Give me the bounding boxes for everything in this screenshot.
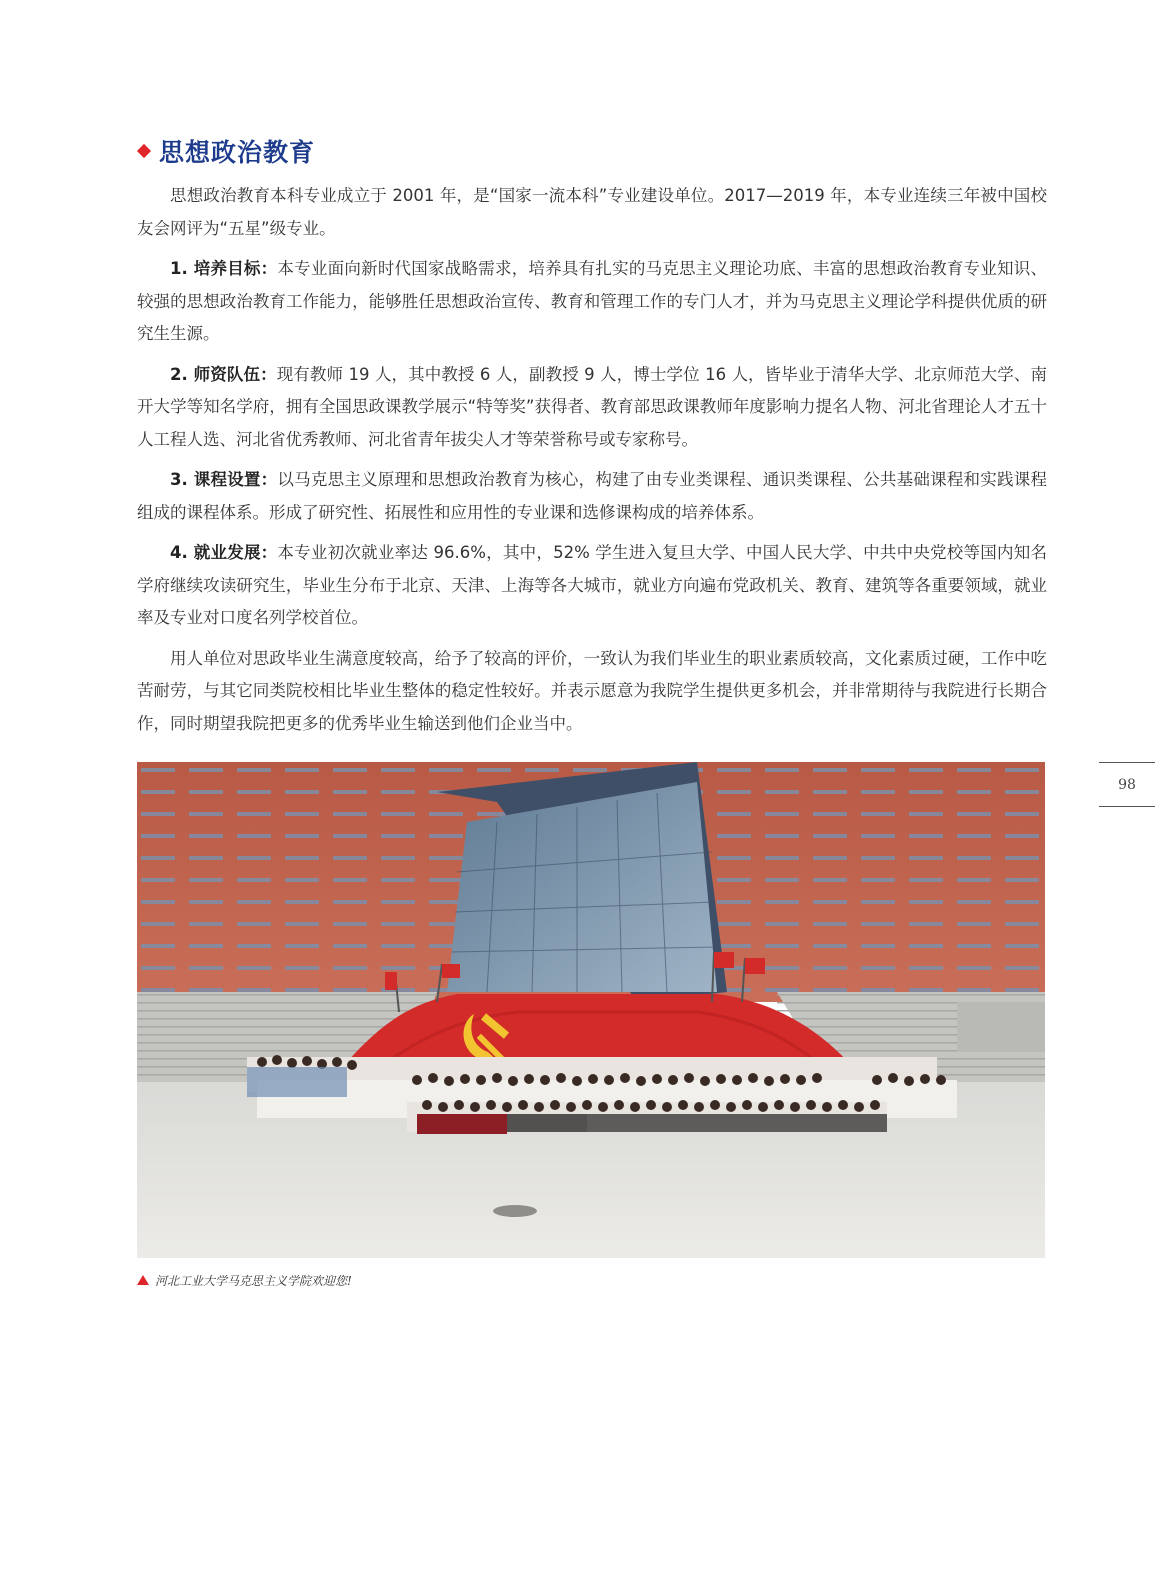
item-text: 本专业初次就业率达 96.6%，其中，52% 学生进入复旦大学、中国人民大学、中共中央党校等国内知名学府继续攻读研究生，毕业生分布于北京、天津、上海等各大城市，就业方向遍布党政机关、教育、建筑等各重要领域，就业率及专业对口度名列学校首位。 [137,543,1047,627]
item-text: 现有教师 19 人，其中教授 6 人，副教授 9 人，博士学位 16 人，皆毕业于清华大学、北京师范大学、南开大学等知名学府，拥有全国思政课教学展示“特等奖”获得者、教育部思政课教师年度影响力提名人物、河北省理论人才五十人工程人选、河北省优秀教师、河北省青年拔尖人才等荣誉称号或专家称号。 [137,364,1047,449]
manhole [493,1205,537,1217]
item-paragraph [137,537,1047,635]
photo-caption [137,1270,352,1290]
item-text: 以马克思主义原理和思想政治教育为核心，构建了由专业类课程、通识类课程、公共基础课程和实践课程组成的课程体系。形成了研究性、拓展性和应用性的专业课和选修课构成的培养体系。 [137,470,1047,522]
item-label: 1. 培养目标： [170,259,278,278]
body-content [137,180,1047,748]
item-text: 本专业面向新时代国家战略需求，培养具有扎实的马克思主义理论功底、丰富的思想政治教育专业知识、较强的思想政治教育工作能力，能够胜任思想政治宣传、教育和管理工作的专门人才，并为马克思主义理论学科提供优质的研究生生源。 [137,259,1047,343]
item-label: 2. 师资队伍： [170,364,277,384]
item-paragraph [137,359,1047,457]
diamond-bullet-icon [137,144,151,158]
triangle-bullet-icon [137,1275,149,1285]
closing-paragraph: 用人单位对思政毕业生满意度较高，给予了较高的评价，一致认为我们毕业生的职业素质较高，文化素质过硬，工作中吃苦耐劳，与其它同类院校相比毕业生整体的稳定性较好。并表示愿意为我院学生提供更多机会，并非常期待与我院进行长期合作，同时期望我院把更多的优秀毕业生输送到他们企业当中。 [137,648,1047,733]
item-label: 3. 课程设置： [170,470,278,489]
item-label: 4. 就业发展： [170,543,278,562]
page-number: 98 [1118,776,1136,793]
group-photo [137,762,1045,1258]
caption-text: 河北工业大学马克思主义学院欢迎您! [155,1273,352,1288]
section-header [137,134,315,168]
intro-paragraph: 思想政治教育本科专业成立于 2001 年，是“国家一流本科”专业建设单位。2017—2019 年，本专业连续三年被中国校友会网评为“五星”级专业。 [137,186,1047,238]
item-paragraph [137,253,1047,351]
item-paragraph [137,464,1047,529]
page-number-box [1099,762,1155,807]
section-title: 思想政治教育 [159,138,316,167]
